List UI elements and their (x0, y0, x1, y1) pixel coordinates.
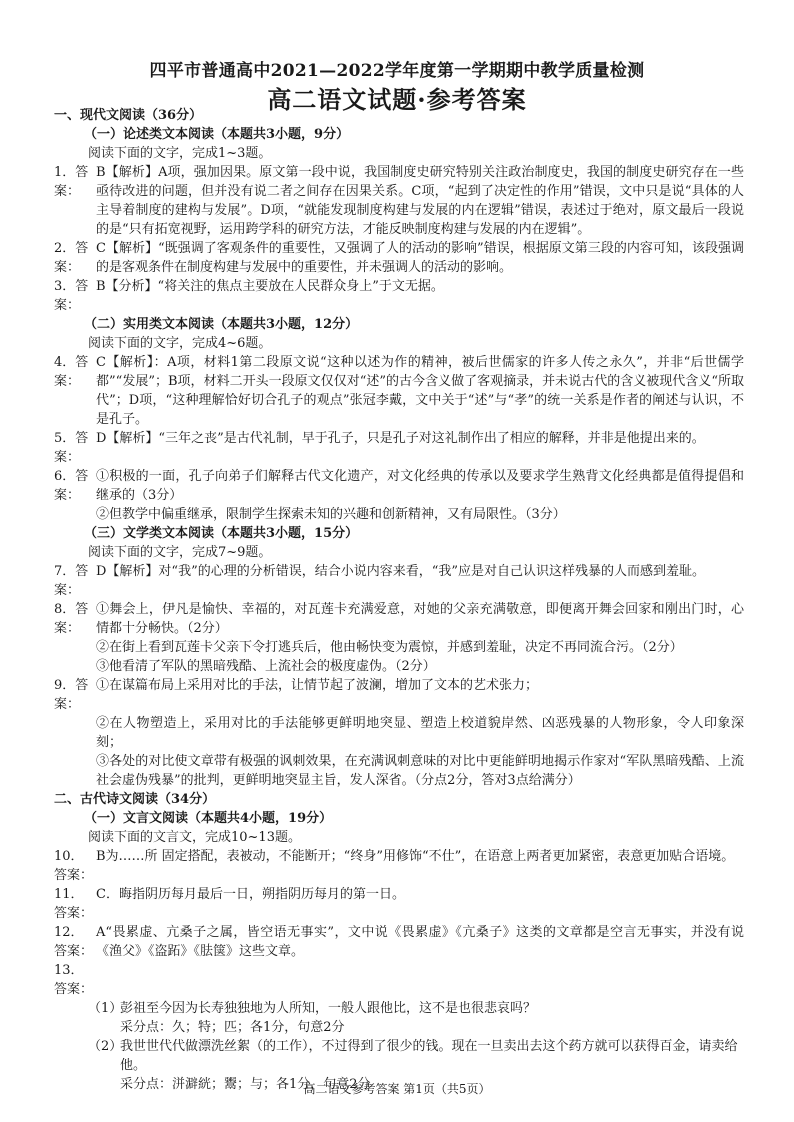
answer-subpoint (54, 638, 744, 657)
part-intro: 阅读下面的文字，完成7~9题。 (88, 545, 272, 560)
answer-subpoint (54, 714, 744, 752)
answer-item (54, 961, 744, 999)
answer-item (54, 239, 744, 277)
answer-item (54, 467, 744, 505)
scoring-points: 采分点：洴澼絖；鬻；与；各1分，句意2分 (120, 1077, 371, 1092)
answer-item (54, 847, 744, 885)
answer-text: C【解析】：A项，材料1第二段原文说“这种以述为作的精神，被后世儒家的许多人传之永久”，并非“后世儒学都”“发展”；B项，材料二开头一段原文仅仅对“述”的古今含义做了客观摘录，并未说古代的含义被现代含义“所取代”；D项，“这种理解恰好切合孔子的观点”张冠李戴，文中关于“述”与“孝”的统一关系是作者的阐述与认识，不是孔子。 (96, 355, 744, 427)
answer-text: D【解析】“三年之丧”是古代礼制，早于孔子，只是孔子对这礼制作出了相应的解释，并非是他提出来的。 (96, 431, 705, 446)
part-heading: （三）文学类文本阅读（本题共3小题，15分） (84, 526, 359, 541)
answer-number: 3．答案： (54, 279, 89, 313)
part-intro: 阅读下面的文字，完成1~3题。 (88, 146, 272, 161)
section-heading: 二、古代诗文阅读（34分） (54, 792, 216, 807)
answer-text: B【分析】“将关注的焦点主要放在人民群众身上”于文无据。 (96, 279, 444, 294)
answer-text: ①舞会上，伊凡是愉快、幸福的，对瓦莲卡充满爱意，对她的父亲充满敬意，即便离开舞会回家和刚出门时，心情都十分畅快。（2分） (96, 602, 744, 636)
answer-text: ①积极的一面，孔子向弟子们解释古代文化遗产，对文化经典的传承以及要求学生熟背文化经典都是值得提倡和继承的（3分） (96, 469, 744, 503)
answer-number: 1．答案： (54, 165, 89, 199)
translation-marker: （1） (88, 1001, 123, 1016)
answer-number: 2．答案： (54, 241, 89, 275)
scoring-points: 采分点：久；特；匹；各1分，句意2分 (120, 1020, 345, 1035)
answer-number: 6．答案： (54, 469, 89, 503)
answer-number: 10．答案： (54, 849, 94, 883)
answer-text: B为……所 固定搭配，表被动，不能断开；“终身”用修饰“不仕”，在语意上两者更加紧密，表意更加贴合语境。 (96, 849, 735, 864)
answer-text: C【解析】“既强调了客观条件的重要性，又强调了人的活动的影响”错误，根据原文第三段的内容可知，该段强调的是客观条件在制度构建与发展中的重要性，并未强调人的活动的影响。 (96, 241, 744, 275)
answer-text: D【解析】对“我”的心理的分析错误，结合小说内容来看，“我”应是对自己认识这样残暴的人而感到羞耻。 (96, 564, 706, 579)
answer-number: 4．答案： (54, 355, 89, 389)
answer-subpoint-text: ③他看清了军队的黑暗残酷、上流社会的极度虚伪。（2分） (96, 659, 436, 674)
answer-item (54, 923, 744, 961)
answer-item (54, 353, 744, 429)
answer-number: 9．答案： (54, 678, 89, 712)
answer-number: 8．答案： (54, 602, 89, 636)
answer-number: 12．答案： (54, 925, 94, 959)
answer-number: 5．答案： (54, 431, 89, 465)
part-heading: （二）实用类文本阅读（本题共3小题，12分） (84, 317, 359, 332)
answer-item (54, 562, 744, 600)
page-footer: 高二语文参考答案 第1页（共5页） (303, 1082, 491, 1096)
translation-text: 我世世代代做漂洗丝絮（的工作），不过得到了很少的钱。现在一旦卖出去这个药方就可以获得百金，请卖给他。 (120, 1039, 738, 1073)
answer-subpoint-text: ②在人物塑造上，采用对比的手法能够更鲜明地突显、塑造上校道貌岸然、凶恶残暴的人物形象，令人印象深刻； (96, 716, 744, 750)
answer-number: 11．答案： (54, 887, 94, 921)
answer-subpoint (54, 752, 744, 790)
part-intro: 阅读下面的文言文，完成10~13题。 (88, 830, 301, 845)
translation-text: 彭祖至今因为长寿独独地为人所知，一般人跟他比，这不是也很悲哀吗？ (120, 1001, 537, 1016)
answer-item (54, 429, 744, 467)
part-intro: 阅读下面的文字，完成4~6题。 (88, 336, 272, 351)
answer-subpoint (54, 657, 744, 676)
answer-text: A“畏累虚、亢桑子之属，皆空语无事实”，文中说《畏累虚》《亢桑子》这类的文章都是空言无事实，并没有说《渔父》《盗跖》《胠箧》这些文章。 (96, 925, 744, 959)
answer-text: C．晦指阴历每月最后一日，朔指阴历每月的第一日。 (96, 887, 405, 902)
document-title: 四平市普通高中2021—2022学年度第一学期期中教学质量检测 (149, 61, 645, 81)
answer-text: ①在谋篇布局上采用对比的手法，让情节起了波澜，增加了文本的艺术张力； (96, 678, 539, 693)
answer-subpoint-text: ③各处的对比使文章带有极强的讽刺效果，在充满讽刺意味的对比中更能鲜明地揭示作家对“军队黑暗残酷、上流社会虚伪残暴”的批判，更鲜明地突显主旨，发人深省。（分点2分，答对3点给满分） (96, 754, 744, 788)
answer-subpoint-text: ②但教学中偏重继承，限制学生探索未知的兴趣和创新精神，又有局限性。（3分） (96, 507, 566, 522)
document-subtitle: 高二语文试题·参考答案 (267, 85, 527, 114)
answer-text: B【解析】A项，强加因果。原文第一段中说，我国制度史研究特别关注政治制度史，我国的制度史研究存在一些亟待改进的问题，但并没有说二者之间存在因果关系。C项，“起到了决定性的作用”错误，文中只是说“具体的人主导着制度的建构与发展”。D项，“就能发现制度构建与发展的内在逻辑”错误，表述过于绝对，原文最后一段说的是“只有拓宽视野，运用跨学科的研究方法，才能反映制度构建与发展的内在逻辑”。 (96, 165, 744, 237)
answer-subpoint-text: ②在街上看到瓦莲卡父亲下令打逃兵后，他由畅快变为震惊，并感到羞耻，决定不再同流合污。（2分） (96, 640, 683, 655)
answer-item (54, 277, 744, 315)
part-heading: （一）论述类文本阅读（本题共3小题，9分） (84, 127, 350, 142)
translation-marker: （2） (88, 1039, 123, 1054)
answer-item (54, 676, 744, 714)
answer-item (54, 600, 744, 638)
answer-content (54, 106, 744, 1094)
section-heading: 一、现代文阅读（36分） (54, 108, 203, 123)
translation-answer (88, 999, 744, 1018)
answer-item (54, 163, 744, 239)
answer-number: 7．答案： (54, 564, 89, 598)
answer-item (54, 885, 744, 923)
answer-subpoint (54, 505, 744, 524)
translation-answer (88, 1037, 744, 1075)
answer-number: 13．答案： (54, 963, 94, 997)
part-heading: （一）文言文阅读（本题共4小题，19分） (84, 811, 333, 826)
